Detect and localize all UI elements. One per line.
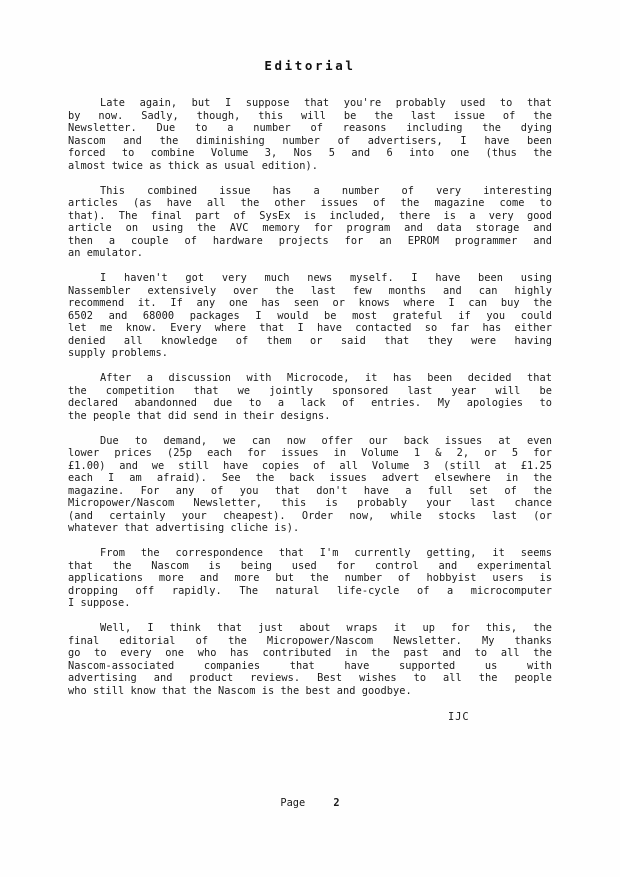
text-line: Nascom-associated companies that have supported us with <box>68 659 552 672</box>
text-line: lower prices (25p each for issues in Volume 1 & 2, or 5 for <box>68 447 552 459</box>
page-title: Editorial <box>264 58 356 73</box>
paragraph-2 <box>68 185 552 260</box>
text-line: (and certainly your cheapest). Order now, while stocks last (or <box>68 509 552 522</box>
text-line: final editorial of the Micropower/Nascom Newsletter. My thanks <box>68 634 552 647</box>
page-label: Page <box>280 797 306 809</box>
text-line: denied all knowledge of them or said that they were having <box>68 334 552 347</box>
text-line: an emulator. <box>68 247 143 259</box>
text-line: I haven't got very much news myself. I have been using <box>100 272 552 284</box>
paragraph-3 <box>68 272 552 360</box>
editorial-body <box>68 97 552 710</box>
text-line: Newsletter. Due to a number of reasons including the dying <box>68 122 552 134</box>
text-line: applications more and more but the number of hobbyist users is <box>68 572 552 584</box>
text-line: dropping off rapidly. The natural life-cycle of a microcomputer <box>68 584 552 597</box>
text-line: After a discussion with Microcode, it has been decided that <box>100 372 552 384</box>
text-line: articles (as have all the other issues of the magazine come to <box>68 197 552 209</box>
text-line: Due to demand, we can now offer our back issues at even <box>100 434 552 447</box>
text-line: whatever that advertising cliche is). <box>68 522 300 534</box>
text-line: Late again, but I suppose that you're probably used to that <box>100 97 552 109</box>
text-line: Nassembler extensively over the last few months and can highly <box>68 284 552 297</box>
paragraph-4 <box>68 372 552 422</box>
text-line: declared abandonned due to a lack of entries. My apologies to <box>68 397 552 409</box>
text-line: article on using the AVC memory for program and data storage and <box>68 222 552 234</box>
text-line: advertising and product reviews. Best wishes to all the people <box>68 672 552 684</box>
text-line: forced to combine Volume 3, Nos 5 and 6 into one (thus the <box>68 147 552 159</box>
text-line: magazine. For any of you that don't have a full set of the <box>68 484 552 497</box>
paragraph-1 <box>68 97 552 172</box>
text-line: that the Nascom is being used for control and experimental <box>68 559 552 572</box>
text-line: almost twice as thick as usual edition). <box>68 159 318 172</box>
paragraph-5 <box>68 435 552 535</box>
text-line: go to every one who has contributed in the past and to all the <box>68 647 552 659</box>
text-line: I suppose. <box>68 597 131 609</box>
text-line: £1.00) and we still have copies of all Volume 3 (still at £1.25 <box>68 459 552 472</box>
text-line: the people that did send in their designs. <box>68 409 331 422</box>
text-line: who still know that the Nascom is the best and goodbye. <box>68 684 412 697</box>
paragraph-7 <box>68 622 552 697</box>
paragraph-6 <box>68 547 552 610</box>
text-line: Nascom and the diminishing number of advertisers, I have been <box>68 134 552 147</box>
text-line: by now. Sadly, though, this will be the last issue of the <box>68 109 552 122</box>
text-line: Micropower/Nascom Newsletter, this is probably your last chance <box>68 497 552 509</box>
text-line: 6502 and 68000 packages I would be most grateful if you could <box>68 309 552 322</box>
author-signature: IJC <box>448 711 470 723</box>
text-line: From the correspondence that I'm currently getting, it seems <box>100 547 552 559</box>
text-line: Well, I think that just about wraps it up for this, the <box>100 622 552 634</box>
text-line: supply problems. <box>68 347 168 359</box>
text-line: This combined issue has a number of very interesting <box>100 184 552 197</box>
text-line: let me know. Every where that I have contacted so far has either <box>68 322 552 334</box>
text-line: recommend it. If any one has seen or knows where I can buy the <box>68 297 552 309</box>
text-line: then a couple of hardware projects for an EPROM programmer and <box>68 234 552 247</box>
text-line: that). The final part of SysEx is included, there is a very good <box>68 209 552 222</box>
text-line: the competition that we jointly sponsored last year will be <box>68 384 552 397</box>
text-line: each I am afraid). See the back issues advert elsewhere in the <box>68 472 552 484</box>
page-footer <box>0 797 620 809</box>
page-number: 2 <box>333 797 340 809</box>
